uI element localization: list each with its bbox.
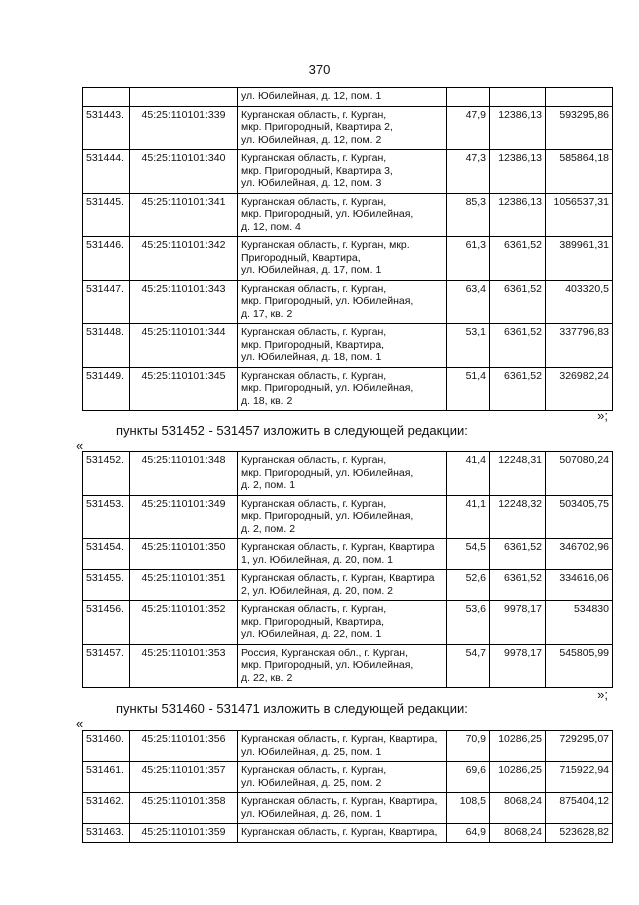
table-row	[83, 106, 613, 150]
address-line: ул. Юбилейная, д. 22, пом. 1	[241, 628, 382, 640]
area-cell: 69,6	[447, 762, 490, 793]
opening-quote-1: «	[76, 438, 84, 453]
unit-price-cell: 6361,52	[490, 367, 546, 411]
address-line: Курганская область, г. Курган,	[241, 108, 387, 121]
area-cell: 54,5	[447, 539, 490, 570]
cadastral-value-cell: 534830	[546, 601, 613, 645]
cadastral-number-cell: 45:25:110101:352	[130, 601, 238, 645]
area-cell: 47,9	[447, 106, 490, 150]
table-row	[83, 150, 613, 194]
cadastral-value-cell: 729295,07	[546, 731, 613, 762]
item-number-cell: 531462.	[83, 793, 130, 824]
cadastral-number-cell: 45:25:110101:348	[130, 452, 238, 496]
address-line: мкр. Пригородный, ул. Юбилейная,	[241, 659, 414, 671]
address-line: мкр. Пригородный, ул. Юбилейная,	[241, 208, 414, 220]
cadastral-number-cell: 45:25:110101:359	[130, 824, 238, 843]
cadastral-value-cell: 875404,12	[546, 793, 613, 824]
address-line: д. 17, кв. 2	[241, 307, 293, 320]
address-line: Пригородный, Квартира,	[241, 251, 361, 264]
address-cell	[238, 150, 447, 194]
address-line: 1, ул. Юбилейная, д. 20, пом. 1	[241, 553, 394, 566]
item-number-cell: 531445.	[83, 193, 130, 237]
address-line: Курганская область, г. Курган,	[241, 326, 387, 338]
address-line: Курганская область, г. Курган, Квартира	[241, 572, 435, 584]
unit-price-cell: 8068,24	[490, 793, 546, 824]
address-cell	[238, 539, 447, 570]
area-cell: 41,1	[447, 495, 490, 539]
address-line: мкр. Пригородный, Квартира 3,	[241, 164, 393, 177]
area-cell: 41,4	[447, 452, 490, 496]
unit-price-cell: 6361,52	[490, 570, 546, 601]
cadastral-number-cell: 45:25:110101:340	[130, 150, 238, 194]
table-row	[83, 731, 613, 762]
amendment-instruction-2: пункты 531460 - 531471 изложить в следующей редакции:	[116, 701, 468, 716]
unit-price-cell: 12248,31	[490, 452, 546, 496]
cadastral-value-cell: 503405,75	[546, 495, 613, 539]
unit-price-cell: 12386,13	[490, 150, 546, 194]
area-cell: 47,3	[447, 150, 490, 194]
address-line: Курганская область, г. Курган,	[241, 603, 387, 615]
address-line: ул. Юбилейная, д. 25, пом. 2	[241, 776, 382, 789]
cadastral-number-cell: 45:25:110101:358	[130, 793, 238, 824]
unit-price-cell: 6361,52	[490, 539, 546, 570]
address-line: мкр. Пригородный, ул. Юбилейная,	[241, 466, 414, 479]
address-line: мкр. Пригородный, ул. Юбилейная,	[241, 382, 414, 394]
item-number-cell: 531461.	[83, 762, 130, 793]
table-row	[83, 495, 613, 539]
cadastral-number-cell: 45:25:110101:353	[130, 644, 238, 688]
cadastral-value-cell: 337796,83	[546, 324, 613, 368]
unit-price-cell: 8068,24	[490, 824, 546, 843]
address-cell	[238, 237, 447, 281]
unit-price-cell	[490, 88, 546, 107]
table-row	[83, 88, 613, 107]
item-number-cell: 531456.	[83, 601, 130, 645]
address-line: Курганская область, г. Курган, Квартира,	[241, 795, 438, 807]
cadastral-value-cell: 593295,86	[546, 106, 613, 150]
table-row	[83, 193, 613, 237]
table-row	[83, 601, 613, 645]
area-cell: 108,5	[447, 793, 490, 824]
address-line: мкр. Пригородный, ул. Юбилейная,	[241, 295, 414, 307]
area-cell: 52,6	[447, 570, 490, 601]
cadastral-value-cell	[546, 88, 613, 107]
address-line: Курганская область, г. Курган, Квартира,	[241, 733, 438, 745]
cadastral-number-cell: 45:25:110101:344	[130, 324, 238, 368]
table-row	[83, 324, 613, 368]
address-line: 2, ул. Юбилейная, д. 20, пом. 2	[241, 584, 394, 597]
item-number-cell: 531460.	[83, 731, 130, 762]
table-row	[83, 280, 613, 324]
address-cell	[238, 570, 447, 601]
address-line: ул. Юбилейная, д. 12, пом. 3	[241, 177, 382, 189]
address-cell	[238, 280, 447, 324]
cadastral-number-cell: 45:25:110101:350	[130, 539, 238, 570]
area-cell: 53,1	[447, 324, 490, 368]
address-line: мкр. Пригородный, ул. Юбилейная,	[241, 510, 414, 522]
item-number-cell: 531444.	[83, 150, 130, 194]
address-cell	[238, 762, 447, 793]
cadastral-value-cell: 326982,24	[546, 367, 613, 411]
unit-price-cell: 10286,25	[490, 762, 546, 793]
table-row	[83, 452, 613, 496]
address-cell	[238, 452, 447, 496]
item-number-cell: 531457.	[83, 644, 130, 688]
address-line: д. 12, пом. 4	[241, 220, 301, 233]
address-line: Курганская область, г. Курган,	[241, 195, 387, 208]
registry-table-3	[82, 730, 613, 843]
registry-table-2	[82, 451, 613, 688]
cadastral-value-cell: 507080,24	[546, 452, 613, 496]
address-line: мкр. Пригородный, Квартира 2,	[241, 121, 393, 133]
cadastral-number-cell: 45:25:110101:343	[130, 280, 238, 324]
unit-price-cell: 6361,52	[490, 237, 546, 281]
item-number-cell: 531453.	[83, 495, 130, 539]
address-line: д. 2, пом. 2	[241, 522, 296, 535]
address-cell	[238, 824, 447, 843]
unit-price-cell: 6361,52	[490, 324, 546, 368]
unit-price-cell: 10286,25	[490, 731, 546, 762]
address-line: Курганская область, г. Курган,	[241, 282, 387, 295]
address-line: ул. Юбилейная, д. 17, пом. 1	[241, 264, 382, 276]
table-row	[83, 793, 613, 824]
address-line: Курганская область, г. Курган,	[241, 497, 387, 510]
cadastral-value-cell: 346702,96	[546, 539, 613, 570]
address-line: Россия, Курганская обл., г. Курган,	[241, 646, 408, 659]
cadastral-number-cell: 45:25:110101:339	[130, 106, 238, 150]
cadastral-value-cell: 1056537,31	[546, 193, 613, 237]
address-cell	[238, 495, 447, 539]
table-row	[83, 762, 613, 793]
address-cell	[238, 367, 447, 411]
address-line: д. 18, кв. 2	[241, 394, 293, 407]
address-line: ул. Юбилейная, д. 12, пом. 1	[241, 90, 382, 102]
cadastral-number-cell	[130, 88, 238, 107]
table-row	[83, 237, 613, 281]
address-line: Курганская область, г. Курган,	[241, 152, 387, 164]
cadastral-number-cell: 45:25:110101:345	[130, 367, 238, 411]
opening-quote-2: «	[76, 716, 84, 731]
unit-price-cell: 12248,32	[490, 495, 546, 539]
address-cell	[238, 193, 447, 237]
area-cell: 64,9	[447, 824, 490, 843]
item-number-cell: 531446.	[83, 237, 130, 281]
page-number: 370	[308, 62, 331, 77]
area-cell: 61,3	[447, 237, 490, 281]
unit-price-cell: 12386,13	[490, 193, 546, 237]
address-cell	[238, 88, 447, 107]
table-row	[83, 644, 613, 688]
address-line: ул. Юбилейная, д. 26, пом. 1	[241, 807, 382, 820]
area-cell: 63,4	[447, 280, 490, 324]
table-row	[83, 367, 613, 411]
closing-quote-1: »;	[597, 408, 608, 423]
registry-table-1	[82, 87, 613, 411]
item-number-cell: 531449.	[83, 367, 130, 411]
table-row	[83, 824, 613, 843]
item-number-cell: 531443.	[83, 106, 130, 150]
cadastral-value-cell: 334616,06	[546, 570, 613, 601]
cadastral-number-cell: 45:25:110101:356	[130, 731, 238, 762]
address-cell	[238, 106, 447, 150]
cadastral-number-cell: 45:25:110101:357	[130, 762, 238, 793]
address-line: ул. Юбилейная, д. 18, пом. 1	[241, 351, 382, 363]
area-cell: 51,4	[447, 367, 490, 411]
cadastral-value-cell: 403320,5	[546, 280, 613, 324]
area-cell: 54,7	[447, 644, 490, 688]
address-line: ул. Юбилейная, д. 25, пом. 1	[241, 745, 382, 758]
address-line: Курганская область, г. Курган, мкр.	[241, 239, 410, 251]
cadastral-value-cell: 545805,99	[546, 644, 613, 688]
address-cell	[238, 601, 447, 645]
unit-price-cell: 9978,17	[490, 644, 546, 688]
cadastral-number-cell: 45:25:110101:341	[130, 193, 238, 237]
item-number-cell: 531447.	[83, 280, 130, 324]
unit-price-cell: 12386,13	[490, 106, 546, 150]
area-cell	[447, 88, 490, 107]
address-line: Курганская область, г. Курган,	[241, 764, 387, 776]
cadastral-value-cell: 523628,82	[546, 824, 613, 843]
item-number-cell: 531455.	[83, 570, 130, 601]
closing-quote-2: »;	[597, 687, 608, 702]
cadastral-value-cell: 715922,94	[546, 762, 613, 793]
amendment-instruction-1: пункты 531452 - 531457 изложить в следующей редакции:	[116, 423, 468, 438]
unit-price-cell: 9978,17	[490, 601, 546, 645]
cadastral-number-cell: 45:25:110101:349	[130, 495, 238, 539]
area-cell: 53,6	[447, 601, 490, 645]
cadastral-value-cell: 585864,18	[546, 150, 613, 194]
address-line: мкр. Пригородный, Квартира,	[241, 615, 385, 628]
address-cell	[238, 731, 447, 762]
address-line: ул. Юбилейная, д. 12, пом. 2	[241, 133, 382, 146]
address-cell	[238, 644, 447, 688]
table-row	[83, 570, 613, 601]
address-line: Курганская область, г. Курган,	[241, 454, 387, 466]
table-row	[83, 539, 613, 570]
item-number-cell: 531454.	[83, 539, 130, 570]
area-cell: 85,3	[447, 193, 490, 237]
address-line: мкр. Пригородный, Квартира,	[241, 338, 385, 351]
item-number-cell: 531452.	[83, 452, 130, 496]
address-line: Курганская область, г. Курган, Квартира	[241, 541, 435, 553]
cadastral-value-cell: 389961,31	[546, 237, 613, 281]
address-line: д. 22, кв. 2	[241, 671, 293, 684]
address-line: Курганская область, г. Курган,	[241, 369, 387, 382]
item-number-cell: 531448.	[83, 324, 130, 368]
area-cell: 70,9	[447, 731, 490, 762]
address-cell	[238, 324, 447, 368]
cadastral-number-cell: 45:25:110101:351	[130, 570, 238, 601]
unit-price-cell: 6361,52	[490, 280, 546, 324]
address-line: Курганская область, г. Курган, Квартира,	[241, 826, 438, 838]
address-cell	[238, 793, 447, 824]
item-number-cell	[83, 88, 130, 107]
item-number-cell: 531463.	[83, 824, 130, 843]
cadastral-number-cell: 45:25:110101:342	[130, 237, 238, 281]
address-line: д. 2, пом. 1	[241, 479, 296, 491]
